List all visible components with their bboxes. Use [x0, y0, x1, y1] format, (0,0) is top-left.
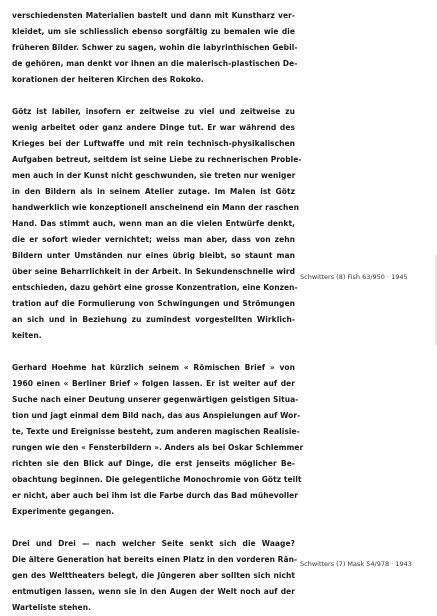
paragraph-3 — [12, 360, 304, 520]
text-line: kleidet, um sie schliesslich ebenso sorgfältig zu bemalen wie die — [12, 27, 295, 36]
text-line: Götz ist labiler, insofern er zeitweise zu viel und zeitweise zu — [12, 107, 295, 116]
text-line: er nicht, aber auch bei ihm ist die Farbe durch das Bad mühevoller — [12, 491, 299, 500]
text-line: entschieden, dazu gehört eine grosse Konzentration, eine Konzen- — [12, 283, 298, 292]
text-line: Gerhard Hoehme hat kürzlich seinem « Römischen Brief » von — [12, 363, 295, 372]
text-line: Warteliste stehen. — [12, 603, 91, 612]
text-line: wenig arbeitet oder ganz andere Dinge tut. Er war während des — [12, 123, 295, 132]
text-line: Hand. Das stimmt auch, wenn man an die vielen Entwürfe denkt, — [12, 219, 295, 228]
text-line: tration auf die Formulierung von Schwingungen und Strömungen — [12, 299, 295, 308]
text-line: Bildern unter Umständen nur eines übrig bleibt, so staunt man — [12, 251, 295, 260]
paragraph-4 — [12, 536, 298, 616]
text-line: Drei und Drei — nach welcher Seite senkt sich die Waage? — [12, 539, 295, 548]
image-caption-fish: Schwitters (8) Fish 63/950 · 1945 — [300, 273, 408, 281]
text-line: rungen wie den « Fensterbildern ». Anders als bei Oskar Schlemmer — [12, 443, 304, 452]
text-line: 1960 einen « Berliner Brief » folgen lassen. Er ist weiter auf der — [12, 379, 295, 388]
text-line: die er sofort wieder vernichtet; weiss man aber, dass von zehn — [12, 235, 295, 244]
text-line: Die ältere Generation hat bereits einen Platz in den vorderen Rän- — [12, 555, 298, 564]
paragraph-1 — [12, 8, 298, 88]
paragraph-2 — [12, 104, 302, 344]
text-line: Suche nach einer Deutung unserer gegenwärtigen geistigen Situa- — [12, 395, 299, 404]
text-line: Experimente gegangen. — [12, 507, 115, 516]
text-line: verschiedensten Materialien bastelt und dann mit Kunstharz ver- — [12, 11, 295, 20]
text-line: obachtung beginnen. Die gelegentliche Monochromie von Götz teilt — [12, 475, 302, 484]
text-line: korationen der heiteren Kirchen des Rokoko. — [12, 75, 204, 84]
text-line: gen des Welttheaters belegt, die Jüngeren aber sollten sich nicht — [12, 571, 295, 580]
text-line: handwerklich wie konzeptionell anscheinend ein Mann der raschen — [12, 203, 299, 212]
text-line: te, Texte und Ereignisse besteht, zum anderen magischen Realisie- — [12, 427, 300, 436]
text-line: de gehören, man denkt vor ihnen an die malerisch-plastischen De- — [12, 59, 298, 68]
text-line: men auch in der Kunst nicht geschwunden, sie treten nur weniger — [12, 171, 296, 180]
text-line: entmutigen lassen, wenn sie in den Augen der Welt noch auf der — [12, 587, 295, 596]
text-line: tion und jagt einmal dem Bild nach, das aus Anspielungen auf Wor- — [12, 411, 301, 420]
text-line: Krieges bei der Luftwaffe und mit rein technisch-physikalischen — [12, 139, 295, 148]
body-text — [12, 8, 304, 616]
text-line: in den Bildern als in seinem Atelier zutage. Im Malen ist Götz — [12, 187, 295, 196]
text-line: über seine Beharrlichkeit in der Arbeit. In Sekundenschnelle wird — [12, 267, 295, 276]
text-line: früheren Bilder. Schwer zu sagen, wohin die labyrinthischen Gebil- — [12, 43, 298, 52]
text-line: Aufgaben betreut, seitdem ist seine Liebe zu rechnerischen Proble- — [12, 155, 302, 164]
text-line: an sich und in Beziehung zu zumindest vorgestellten Wirklich- — [12, 315, 295, 324]
image-caption-mask: Schwitters (7) Mask 54/978 · 1943 — [300, 560, 412, 568]
text-line: keiten. — [12, 331, 42, 340]
text-line: richten sie den Blick auf Dinge, die erst jenseits möglicher Be- — [12, 459, 295, 468]
